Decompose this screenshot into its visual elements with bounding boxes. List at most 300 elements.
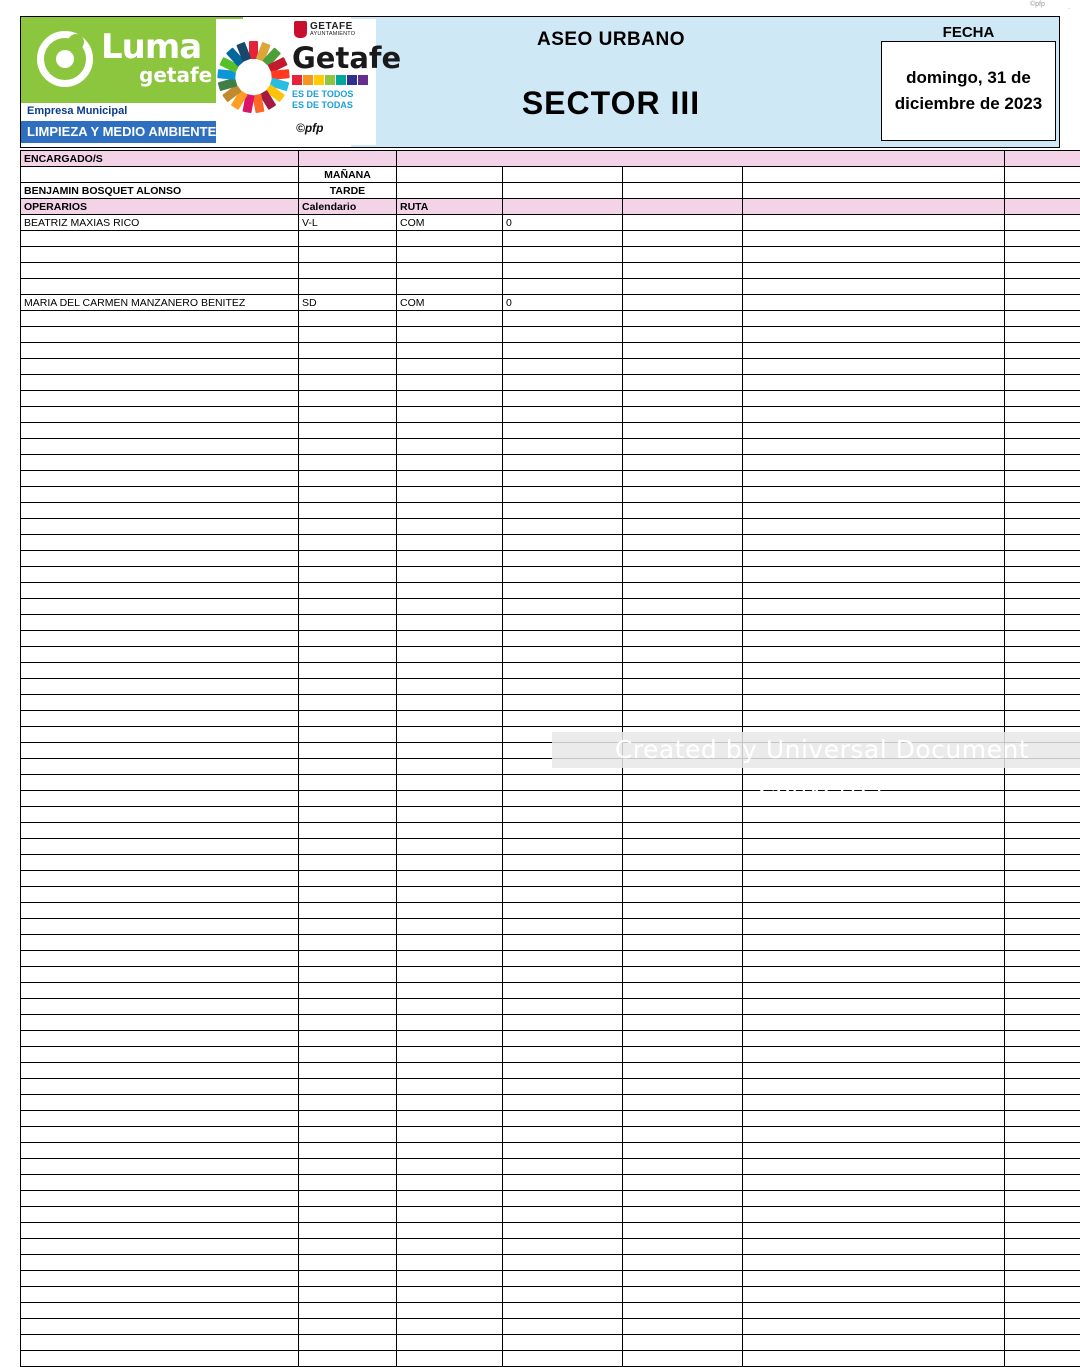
cell-extra-2[interactable] (743, 631, 1005, 647)
cell-valor[interactable] (503, 951, 623, 967)
cell-ruta[interactable] (397, 887, 503, 903)
cell-extra-1[interactable] (623, 951, 743, 967)
cell-ruta[interactable] (397, 247, 503, 263)
cell-extra-1[interactable] (623, 839, 743, 855)
cell-extra-2[interactable] (743, 1175, 1005, 1191)
cell-name[interactable] (21, 1111, 299, 1127)
cell-extra-1[interactable] (623, 823, 743, 839)
table-row[interactable] (21, 375, 1080, 391)
cell-valor[interactable] (503, 375, 623, 391)
cell-extra-2[interactable] (743, 407, 1005, 423)
table-row[interactable] (21, 1015, 1080, 1031)
table-row[interactable] (21, 887, 1080, 903)
cell-ruta[interactable] (397, 439, 503, 455)
table-row[interactable] (21, 551, 1080, 567)
cell-name[interactable] (21, 727, 299, 743)
cell-valor[interactable] (503, 1255, 623, 1271)
cell-extra-2[interactable] (743, 343, 1005, 359)
cell-valor[interactable] (503, 551, 623, 567)
cell-extra-1[interactable] (623, 935, 743, 951)
table-row[interactable] (21, 359, 1080, 375)
table-row[interactable] (21, 1351, 1080, 1367)
cell-valor[interactable] (503, 263, 623, 279)
cell-ruta[interactable] (397, 823, 503, 839)
cell-extra-3[interactable] (1005, 1015, 1080, 1031)
cell-extra-2[interactable] (743, 647, 1005, 663)
cell-valor[interactable] (503, 423, 623, 439)
cell-valor[interactable] (503, 1239, 623, 1255)
cell-calendario[interactable] (299, 1079, 397, 1095)
cell-calendario[interactable] (299, 615, 397, 631)
cell-extra-1[interactable] (623, 599, 743, 615)
cell-calendario[interactable]: SD (299, 295, 397, 311)
cell-extra-3[interactable] (1005, 295, 1080, 311)
cell-extra-3[interactable] (1005, 1063, 1080, 1079)
cell-ruta[interactable] (397, 855, 503, 871)
cell-extra-3[interactable] (1005, 983, 1080, 999)
cell-name[interactable] (21, 1351, 299, 1367)
cell-extra-1[interactable] (623, 423, 743, 439)
table-row[interactable] (21, 1047, 1080, 1063)
cell-extra-1[interactable] (623, 1047, 743, 1063)
cell-extra-1[interactable] (623, 887, 743, 903)
cell-extra-3[interactable] (1005, 583, 1080, 599)
cell-calendario[interactable] (299, 903, 397, 919)
cell-extra-2[interactable] (743, 247, 1005, 263)
cell-extra-2[interactable] (743, 455, 1005, 471)
cell-valor[interactable] (503, 823, 623, 839)
cell-extra-1[interactable] (623, 215, 743, 231)
cell-name[interactable] (21, 631, 299, 647)
cell-name[interactable] (21, 839, 299, 855)
cell-name[interactable] (21, 1271, 299, 1287)
cell-extra-2[interactable] (743, 1079, 1005, 1095)
cell-extra-3[interactable] (1005, 359, 1080, 375)
cell-ruta[interactable] (397, 663, 503, 679)
cell-extra-3[interactable] (1005, 775, 1080, 791)
cell-calendario[interactable] (299, 1159, 397, 1175)
cell-valor[interactable] (503, 535, 623, 551)
table-row[interactable] (21, 439, 1080, 455)
table-row[interactable] (21, 327, 1080, 343)
cell-extra-2[interactable] (743, 1127, 1005, 1143)
cell-extra-2[interactable] (743, 1287, 1005, 1303)
cell-valor[interactable] (503, 887, 623, 903)
cell-calendario[interactable] (299, 663, 397, 679)
cell-extra-3[interactable] (1005, 1223, 1080, 1239)
cell-name[interactable] (21, 919, 299, 935)
cell-extra-3[interactable] (1005, 871, 1080, 887)
cell-extra-3[interactable] (1005, 839, 1080, 855)
cell-name[interactable] (21, 823, 299, 839)
cell-calendario[interactable] (299, 423, 397, 439)
cell-extra-2[interactable] (743, 503, 1005, 519)
cell-calendario[interactable] (299, 439, 397, 455)
cell-calendario[interactable] (299, 1191, 397, 1207)
cell-valor[interactable] (503, 471, 623, 487)
table-row[interactable] (21, 871, 1080, 887)
cell-ruta[interactable] (397, 839, 503, 855)
cell-extra-3[interactable] (1005, 455, 1080, 471)
cell-extra-2[interactable] (743, 855, 1005, 871)
cell-extra-1[interactable] (623, 1351, 743, 1367)
cell-valor[interactable] (503, 1031, 623, 1047)
cell-extra-1[interactable] (623, 263, 743, 279)
cell-name[interactable] (21, 807, 299, 823)
cell-calendario[interactable] (299, 1207, 397, 1223)
cell-ruta[interactable] (397, 1111, 503, 1127)
cell-extra-3[interactable] (1005, 1207, 1080, 1223)
cell-name[interactable] (21, 1127, 299, 1143)
cell-extra-2[interactable] (743, 583, 1005, 599)
cell-extra-3[interactable] (1005, 343, 1080, 359)
cell-name[interactable] (21, 599, 299, 615)
cell-extra-1[interactable] (623, 1223, 743, 1239)
cell-extra-3[interactable] (1005, 1271, 1080, 1287)
cell-ruta[interactable] (397, 679, 503, 695)
table-row[interactable] (21, 407, 1080, 423)
cell-name[interactable] (21, 503, 299, 519)
cell-valor[interactable] (503, 839, 623, 855)
cell-calendario[interactable] (299, 727, 397, 743)
cell-ruta[interactable] (397, 695, 503, 711)
cell-calendario[interactable] (299, 1095, 397, 1111)
cell-calendario[interactable] (299, 247, 397, 263)
cell-valor[interactable] (503, 855, 623, 871)
cell-extra-1[interactable] (623, 455, 743, 471)
cell-ruta[interactable] (397, 1095, 503, 1111)
cell-calendario[interactable] (299, 567, 397, 583)
cell-extra-2[interactable] (743, 999, 1005, 1015)
cell-name[interactable]: MARIA DEL CARMEN MANZANERO BENITEZ (21, 295, 299, 311)
cell-calendario[interactable] (299, 1255, 397, 1271)
cell-name[interactable] (21, 583, 299, 599)
table-row[interactable] (21, 1127, 1080, 1143)
table-row[interactable] (21, 647, 1080, 663)
cell-extra-1[interactable] (623, 983, 743, 999)
cell-ruta[interactable] (397, 791, 503, 807)
cell-ruta[interactable] (397, 983, 503, 999)
cell-extra-1[interactable] (623, 471, 743, 487)
cell-calendario[interactable] (299, 471, 397, 487)
cell-extra-2[interactable] (743, 439, 1005, 455)
cell-extra-2[interactable] (743, 1063, 1005, 1079)
cell-extra-3[interactable] (1005, 807, 1080, 823)
cell-valor[interactable] (503, 311, 623, 327)
cell-extra-2[interactable] (743, 823, 1005, 839)
cell-extra-2[interactable] (743, 423, 1005, 439)
cell-extra-3[interactable] (1005, 247, 1080, 263)
table-row[interactable] (21, 503, 1080, 519)
cell-extra-3[interactable] (1005, 375, 1080, 391)
table-row[interactable] (21, 791, 1080, 807)
cell-calendario[interactable] (299, 1239, 397, 1255)
cell-valor[interactable] (503, 967, 623, 983)
cell-valor[interactable] (503, 327, 623, 343)
cell-extra-2[interactable] (743, 215, 1005, 231)
table-row[interactable] (21, 1111, 1080, 1127)
table-row[interactable] (21, 1143, 1080, 1159)
cell-calendario[interactable] (299, 455, 397, 471)
cell-extra-3[interactable] (1005, 1255, 1080, 1271)
table-row[interactable] (21, 471, 1080, 487)
cell-extra-1[interactable] (623, 535, 743, 551)
cell-calendario[interactable] (299, 1143, 397, 1159)
cell-extra-2[interactable] (743, 935, 1005, 951)
cell-name[interactable] (21, 487, 299, 503)
cell-extra-1[interactable] (623, 311, 743, 327)
cell-extra-3[interactable] (1005, 1335, 1080, 1351)
cell-ruta[interactable] (397, 279, 503, 295)
cell-extra-1[interactable] (623, 647, 743, 663)
cell-ruta[interactable] (397, 967, 503, 983)
cell-extra-2[interactable] (743, 967, 1005, 983)
cell-calendario[interactable] (299, 935, 397, 951)
cell-calendario[interactable] (299, 1351, 397, 1367)
cell-calendario[interactable] (299, 791, 397, 807)
cell-calendario[interactable] (299, 871, 397, 887)
cell-extra-2[interactable] (743, 807, 1005, 823)
cell-extra-1[interactable] (623, 487, 743, 503)
cell-ruta[interactable] (397, 1287, 503, 1303)
cell-name[interactable] (21, 471, 299, 487)
cell-extra-2[interactable] (743, 471, 1005, 487)
cell-valor[interactable] (503, 1127, 623, 1143)
cell-valor[interactable] (503, 1223, 623, 1239)
cell-ruta[interactable] (397, 1079, 503, 1095)
cell-name[interactable] (21, 1015, 299, 1031)
cell-name[interactable] (21, 247, 299, 263)
cell-extra-2[interactable] (743, 1223, 1005, 1239)
table-row[interactable] (21, 1319, 1080, 1335)
cell-extra-1[interactable] (623, 295, 743, 311)
table-row[interactable] (21, 487, 1080, 503)
cell-valor[interactable] (503, 663, 623, 679)
cell-ruta[interactable] (397, 919, 503, 935)
cell-extra-1[interactable] (623, 1303, 743, 1319)
cell-extra-2[interactable] (743, 1335, 1005, 1351)
cell-extra-3[interactable] (1005, 967, 1080, 983)
table-row[interactable] (21, 567, 1080, 583)
cell-calendario[interactable] (299, 343, 397, 359)
cell-name[interactable] (21, 1303, 299, 1319)
cell-extra-3[interactable] (1005, 1031, 1080, 1047)
cell-name[interactable] (21, 1239, 299, 1255)
cell-extra-2[interactable] (743, 1351, 1005, 1367)
cell-valor[interactable] (503, 359, 623, 375)
cell-ruta[interactable] (397, 375, 503, 391)
table-row[interactable] (21, 967, 1080, 983)
cell-valor[interactable] (503, 1175, 623, 1191)
cell-valor[interactable] (503, 1271, 623, 1287)
cell-calendario[interactable] (299, 551, 397, 567)
cell-valor[interactable] (503, 1303, 623, 1319)
cell-extra-2[interactable] (743, 375, 1005, 391)
cell-extra-3[interactable] (1005, 1175, 1080, 1191)
cell-calendario[interactable] (299, 1319, 397, 1335)
cell-ruta[interactable] (397, 871, 503, 887)
table-row[interactable] (21, 247, 1080, 263)
cell-calendario[interactable] (299, 535, 397, 551)
table-row[interactable] (21, 215, 1080, 231)
cell-extra-2[interactable] (743, 1207, 1005, 1223)
cell-name[interactable] (21, 743, 299, 759)
cell-calendario[interactable] (299, 487, 397, 503)
cell-extra-2[interactable] (743, 1111, 1005, 1127)
cell-valor[interactable] (503, 1335, 623, 1351)
table-row[interactable] (21, 391, 1080, 407)
table-row[interactable] (21, 1223, 1080, 1239)
cell-extra-2[interactable] (743, 1015, 1005, 1031)
cell-name[interactable] (21, 231, 299, 247)
cell-valor[interactable] (503, 871, 623, 887)
cell-calendario[interactable] (299, 519, 397, 535)
table-row[interactable] (21, 535, 1080, 551)
cell-extra-2[interactable] (743, 487, 1005, 503)
cell-extra-2[interactable] (743, 263, 1005, 279)
table-row[interactable] (21, 231, 1080, 247)
table-row[interactable] (21, 295, 1080, 311)
cell-extra-2[interactable] (743, 983, 1005, 999)
cell-ruta[interactable] (397, 711, 503, 727)
cell-valor[interactable] (503, 391, 623, 407)
cell-valor[interactable] (503, 1095, 623, 1111)
cell-ruta[interactable]: COM (397, 215, 503, 231)
cell-extra-1[interactable] (623, 1127, 743, 1143)
table-row[interactable] (21, 807, 1080, 823)
cell-extra-2[interactable] (743, 295, 1005, 311)
cell-calendario[interactable] (299, 1175, 397, 1191)
cell-extra-2[interactable] (743, 551, 1005, 567)
table-row[interactable] (21, 983, 1080, 999)
cell-extra-1[interactable] (623, 359, 743, 375)
cell-calendario[interactable] (299, 647, 397, 663)
cell-extra-3[interactable] (1005, 1047, 1080, 1063)
cell-valor[interactable] (503, 567, 623, 583)
cell-extra-3[interactable] (1005, 615, 1080, 631)
cell-extra-1[interactable] (623, 439, 743, 455)
cell-calendario[interactable] (299, 951, 397, 967)
cell-name[interactable] (21, 1223, 299, 1239)
cell-extra-3[interactable] (1005, 423, 1080, 439)
cell-valor[interactable] (503, 1319, 623, 1335)
cell-valor[interactable] (503, 583, 623, 599)
cell-extra-1[interactable] (623, 855, 743, 871)
cell-valor[interactable] (503, 1063, 623, 1079)
table-row[interactable] (21, 1191, 1080, 1207)
table-row[interactable] (21, 1271, 1080, 1287)
cell-valor[interactable] (503, 1047, 623, 1063)
cell-name[interactable] (21, 263, 299, 279)
cell-valor[interactable] (503, 1015, 623, 1031)
cell-ruta[interactable]: COM (397, 295, 503, 311)
cell-extra-2[interactable] (743, 1031, 1005, 1047)
cell-extra-1[interactable] (623, 1255, 743, 1271)
cell-valor[interactable] (503, 919, 623, 935)
cell-extra-3[interactable] (1005, 999, 1080, 1015)
cell-extra-1[interactable] (623, 1031, 743, 1047)
cell-name[interactable] (21, 903, 299, 919)
cell-extra-1[interactable] (623, 503, 743, 519)
cell-extra-3[interactable] (1005, 679, 1080, 695)
cell-ruta[interactable] (397, 631, 503, 647)
cell-name[interactable] (21, 871, 299, 887)
cell-ruta[interactable] (397, 1191, 503, 1207)
cell-name[interactable] (21, 391, 299, 407)
cell-extra-2[interactable] (743, 1047, 1005, 1063)
cell-extra-1[interactable] (623, 343, 743, 359)
cell-extra-1[interactable] (623, 519, 743, 535)
cell-ruta[interactable] (397, 455, 503, 471)
cell-calendario[interactable] (299, 1287, 397, 1303)
cell-valor[interactable] (503, 935, 623, 951)
cell-ruta[interactable] (397, 519, 503, 535)
cell-calendario[interactable] (299, 375, 397, 391)
cell-extra-2[interactable] (743, 1095, 1005, 1111)
cell-ruta[interactable] (397, 1159, 503, 1175)
cell-ruta[interactable] (397, 1351, 503, 1367)
cell-valor[interactable] (503, 247, 623, 263)
cell-extra-2[interactable] (743, 919, 1005, 935)
table-row[interactable] (21, 599, 1080, 615)
cell-extra-1[interactable] (623, 279, 743, 295)
cell-calendario[interactable] (299, 311, 397, 327)
cell-name[interactable] (21, 1047, 299, 1063)
cell-name[interactable] (21, 1207, 299, 1223)
cell-ruta[interactable] (397, 727, 503, 743)
cell-ruta[interactable] (397, 759, 503, 775)
cell-ruta[interactable] (397, 775, 503, 791)
cell-ruta[interactable] (397, 567, 503, 583)
cell-extra-3[interactable] (1005, 935, 1080, 951)
table-row[interactable] (21, 1287, 1080, 1303)
cell-extra-1[interactable] (623, 663, 743, 679)
table-row[interactable] (21, 711, 1080, 727)
cell-extra-1[interactable] (623, 919, 743, 935)
cell-ruta[interactable] (397, 1031, 503, 1047)
cell-calendario[interactable] (299, 231, 397, 247)
cell-ruta[interactable] (397, 311, 503, 327)
cell-extra-2[interactable] (743, 1303, 1005, 1319)
cell-ruta[interactable] (397, 551, 503, 567)
cell-ruta[interactable] (397, 423, 503, 439)
cell-extra-3[interactable] (1005, 407, 1080, 423)
cell-name[interactable] (21, 439, 299, 455)
cell-extra-3[interactable] (1005, 1111, 1080, 1127)
cell-extra-1[interactable] (623, 695, 743, 711)
table-row[interactable] (21, 455, 1080, 471)
cell-ruta[interactable] (397, 903, 503, 919)
cell-extra-3[interactable] (1005, 695, 1080, 711)
cell-name[interactable] (21, 695, 299, 711)
cell-extra-1[interactable] (623, 551, 743, 567)
table-row[interactable] (21, 279, 1080, 295)
cell-calendario[interactable] (299, 503, 397, 519)
cell-extra-3[interactable] (1005, 903, 1080, 919)
cell-extra-1[interactable] (623, 407, 743, 423)
table-row[interactable] (21, 1239, 1080, 1255)
cell-valor[interactable] (503, 1159, 623, 1175)
cell-extra-2[interactable] (743, 1239, 1005, 1255)
cell-name[interactable] (21, 1175, 299, 1191)
cell-name[interactable] (21, 1079, 299, 1095)
table-row[interactable] (21, 679, 1080, 695)
cell-valor[interactable] (503, 1111, 623, 1127)
cell-valor[interactable] (503, 807, 623, 823)
cell-extra-1[interactable] (623, 1319, 743, 1335)
cell-extra-2[interactable] (743, 1255, 1005, 1271)
cell-calendario[interactable] (299, 1031, 397, 1047)
